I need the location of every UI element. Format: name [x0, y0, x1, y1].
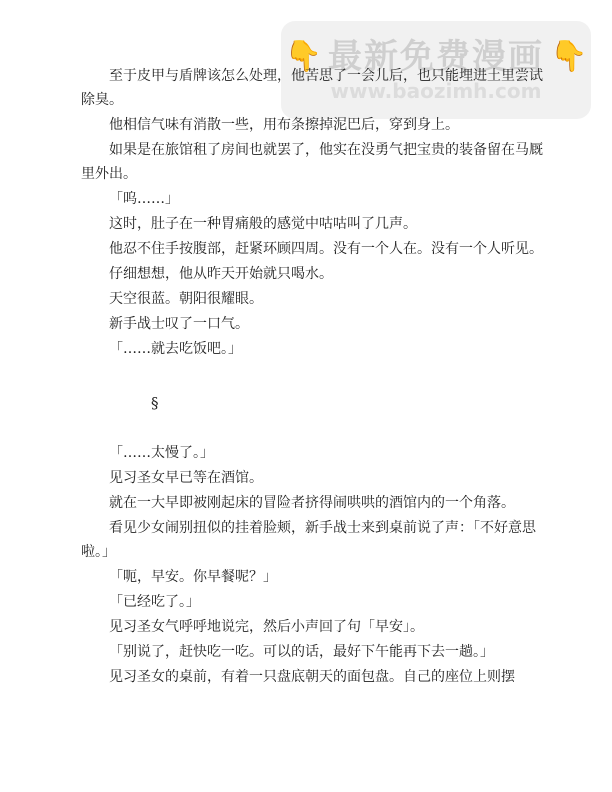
paragraph: 见习圣女早已等在酒馆。 [109, 470, 263, 486]
paragraph: 「……就去吃饭吧。」 [109, 341, 242, 357]
section-break-mark: § [151, 394, 159, 412]
paragraph: 「……太慢了。」 [109, 445, 214, 461]
watermark-url: www.baozimh.com [330, 79, 542, 103]
paragraph: 天空很蓝。朝阳很耀眼。 [109, 291, 263, 307]
paragraph: 他忍不住手按腹部，赶紧环顾四周。没有一个人在。没有一个人听见。 [109, 241, 543, 257]
paragraph: 见习圣女的桌前，有着一只盘底朝天的面包盘。自己的座位上则摆 [109, 669, 515, 685]
paragraph: 「呃，早安。你早餐呢？」 [109, 569, 277, 585]
paragraph: 新手战士叹了一口气。 [109, 316, 249, 332]
paragraph: 这时，肚子在一种胃痛般的感觉中咕咕叫了几声。 [109, 216, 417, 232]
paragraph: 「已经吃了。」 [109, 594, 200, 610]
paragraph: 见习圣女气呼呼地说完，然后小声回了句「早安」。 [109, 619, 424, 635]
paragraph: 如果是在旅馆租了房间也就罢了，他实在没勇气把宝贵的装备留在马厩里外出。 [81, 142, 543, 182]
paragraph: 仔细想想，他从昨天开始就只喝水。 [109, 266, 333, 282]
paragraph: 就在一大早即被刚起床的冒险者挤得闹哄哄的酒馆内的一个角落。 [109, 495, 515, 511]
pointing-down-hand-icon: 👇 [284, 39, 322, 74]
paragraph: 他相信气味有消散一些，用布条擦掉泥巴后，穿到身上。 [109, 117, 459, 133]
paragraph: 看见少女闹别扭似的挂着脸颊，新手战士来到桌前说了声：「不好意思啦。」 [81, 520, 536, 560]
body-text [81, 64, 543, 690]
pointing-down-hand-icon: 👇 [550, 39, 588, 74]
paragraph: 「别说了，赶快吃一吃。可以的话，最好下午能再下去一趟。」 [109, 644, 494, 660]
watermark-title: 最新免费漫画 [328, 37, 544, 77]
paragraph: 至于皮甲与盾牌该怎么处理，他苦思了一会儿后，也只能埋进土里尝试除臭。 [81, 68, 543, 108]
paragraph: 「呜……」 [109, 191, 179, 207]
